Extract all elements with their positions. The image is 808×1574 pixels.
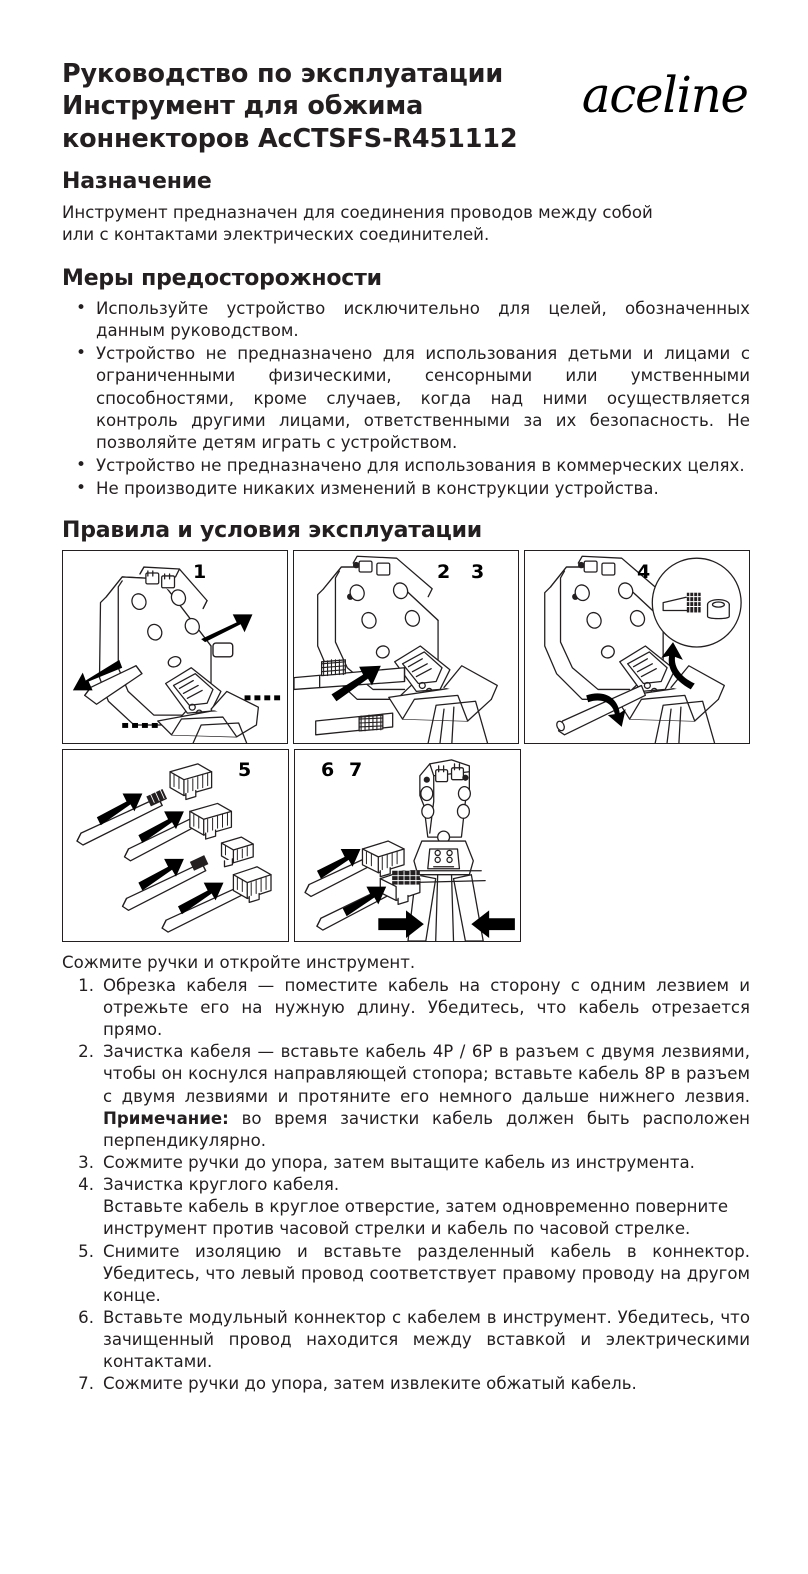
list-item: • Используйте устройство исключительно для целей, обозначенных данным руководством. (62, 298, 750, 342)
step-text: Вставьте модульный коннектор с кабелем в инструмент. Убедитесь, что зачищенный провод находится между вставкой и электрическими контактами. (103, 1307, 750, 1372)
usage-lead-text: Сожмите ручки и откройте инструмент. (62, 952, 416, 972)
step-text: Сожмите ручки до упора, затем вытащите кабель из инструмента. (103, 1153, 695, 1172)
figure-number: 2 (437, 560, 451, 583)
figure-number: 1 (193, 560, 207, 583)
precautions-list (62, 298, 750, 500)
crimp-tool-open-cut-icon (63, 551, 287, 743)
precautions-heading: Меры предосторожности (62, 266, 382, 292)
list-item (62, 1041, 750, 1152)
step-note-text: во время зачистки кабель должен быть расположен перпендикулярно. (103, 1108, 750, 1150)
purpose-section (62, 169, 750, 246)
list-item: • Не производите никаких изменений в конструкции устройства. (62, 478, 750, 500)
precautions-section (62, 266, 750, 500)
figure-panel-3 (524, 550, 750, 744)
step-text: Обрезка кабеля — поместите кабель на сторону с одним лезвием и отрежьте его на нужную длину. Убедитесь, что кабель отрезается прямо. (103, 975, 750, 1040)
usage-heading: Правила и условия эксплуатации (62, 517, 483, 543)
figure-number: 7 (349, 758, 363, 781)
list-item (62, 975, 750, 1041)
title-line-2: Инструмент для обжима (62, 91, 424, 122)
usage-section (62, 518, 750, 1396)
step-text: Зачистка кабеля — вставьте кабель 4P / 6P в разъем с двумя лезвиями, чтобы он коснулся направляющей стопора; вставьте кабель 8P в разъем с двумя лезвиями и протяните его немного дальше нижнего лезвия. (103, 1042, 750, 1106)
step-text: Снимите изоляцию и вставьте разделенный кабель в коннектор. Убедитесь, что левый провод соответствует правому проводу на другом конце. (103, 1241, 750, 1305)
purpose-heading: Назначение (62, 169, 212, 195)
list-item: • Устройство не предназначено для использования в коммерческих целях. (62, 455, 750, 477)
step-text: Сожмите ручки до упора, затем извлеките обжатый кабель. (103, 1374, 637, 1394)
figure-panel-2 (293, 550, 519, 744)
list-item (62, 1373, 750, 1395)
figure-panel-5 (294, 749, 521, 942)
figure-panel-4 (62, 749, 289, 942)
purpose-paragraph-line-1: Инструмент предназначен для соединения проводов между собой (62, 203, 653, 223)
list-item: • Устройство не предназначено для использования детьми и лицами с ограниченными физическими, сенсорными или умственными способностями, кроме случаев, когда над ними осуществляется контроль другими лицами, ответственными за их безопасность. Не позволяйте детям играть с устройством. (62, 343, 750, 453)
figure-number: 6 (321, 758, 335, 781)
step-note-label: Примечание: (103, 1108, 229, 1128)
figure-panel-1 (62, 550, 288, 744)
list-item (62, 1307, 750, 1373)
title-line-1: Руководство по эксплуатации (62, 59, 504, 89)
crimp-tool-strip-cable-icon (294, 551, 518, 743)
figure-row-2 (62, 749, 750, 942)
figure-row-1 (62, 550, 750, 744)
aceline-logo: aceline (582, 66, 748, 124)
purpose-paragraph-line-2: или с контактами электрических соединителей. (62, 225, 490, 245)
figure-number: 5 (238, 758, 252, 781)
cables-into-connectors-icon (63, 750, 288, 941)
usage-steps-list (62, 975, 750, 1396)
list-item (62, 1241, 750, 1307)
figure-number: 4 (637, 560, 651, 583)
list-item (62, 1152, 750, 1174)
figure-number: 3 (471, 560, 485, 583)
step-text: Зачистка круглого кабеля. (103, 1175, 340, 1195)
page-title (62, 58, 518, 155)
list-item (62, 1174, 750, 1240)
figure-grid (62, 550, 750, 942)
page-header (62, 58, 750, 155)
title-line-3: коннекторов AcCTSFS-R451112 (62, 123, 518, 154)
step-subtext: Вставьте кабель в круглое отверстие, затем одновременно поверните инструмент против часовой стрелки и кабель по часовой стрелке. (103, 1197, 729, 1239)
